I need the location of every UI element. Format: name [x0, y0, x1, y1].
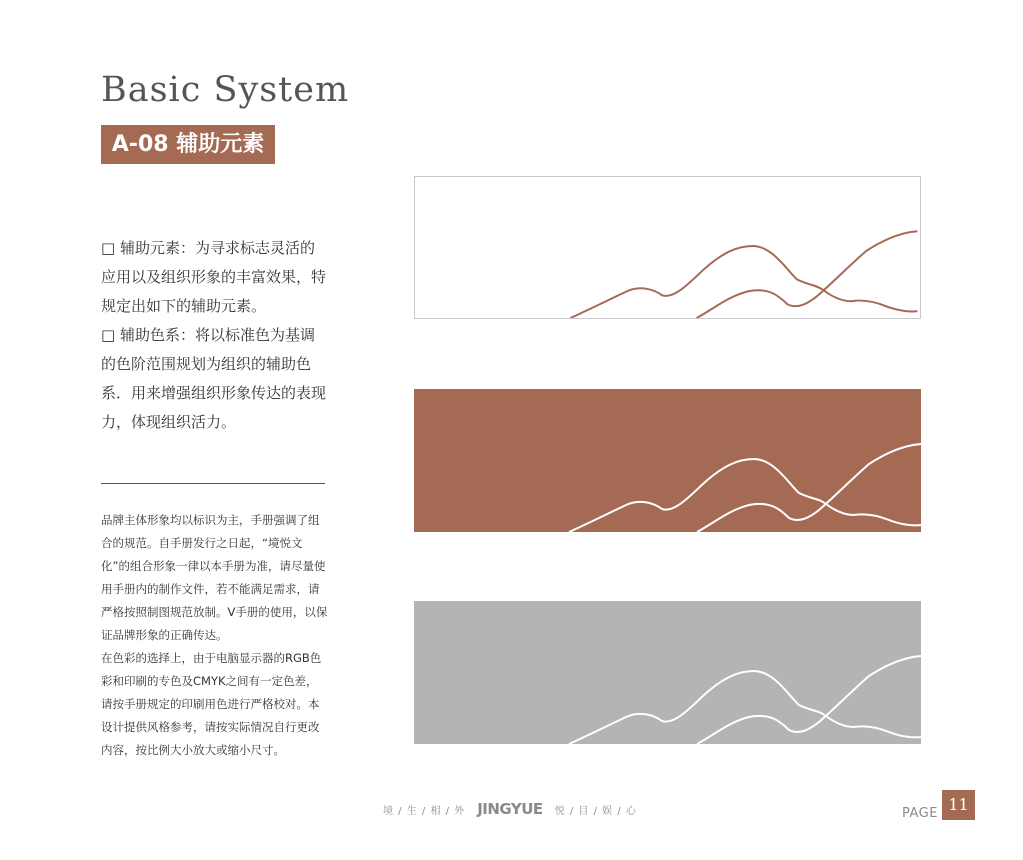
auxiliary-element-white — [414, 176, 921, 319]
auxiliary-element-gray — [414, 601, 921, 744]
divider — [101, 483, 325, 484]
intro-paragraph: □ 辅助色系：将以标准色为基调的色阶范围规划为组织的辅助色系．用来增强组织形象传达的表现力，体现组织活力。 — [101, 326, 327, 431]
wave-lines-graphic — [414, 389, 921, 532]
wave-lines-graphic — [415, 177, 920, 318]
footer-right-text: 悦 / 目 / 娱 / 心 — [554, 805, 637, 817]
wave-lines-graphic — [414, 601, 921, 744]
auxiliary-element-brown — [414, 389, 921, 532]
section-badge: A-08 辅助元素 — [101, 125, 275, 164]
body-paragraph: 品牌主体形象均以标识为主，手册强调了组合的规范。自手册发行之日起，“境悦文化”的组合形象一律以本手册为准，请尽量使用手册内的制作文件，若不能满足需求，请严格按照制图规范放制。V手册的使用，以保证品牌形象的正确传达。 — [101, 513, 328, 642]
body-paragraph: 在色彩的选择上，由于电脑显示器的RGB色彩和印刷的专色及CMYK之间有一定色差，请按手册规定的印刷用色进行严格校对。本设计提供风格参考，请按实际情况自行更改内容，按比例大小放大或缩小尺寸。 — [101, 651, 322, 757]
intro-text — [101, 234, 327, 437]
footer-tagline — [383, 800, 637, 818]
footer-left-text: 境 / 生 / 相 / 外 — [383, 805, 466, 817]
page-label: PAGE — [902, 806, 938, 821]
intro-paragraph: □ 辅助元素：为寻求标志灵活的应用以及组织形象的丰富效果，特规定出如下的辅助元素。 — [101, 239, 327, 315]
page-title: Basic System — [101, 70, 350, 110]
page-number: 11 — [942, 790, 975, 820]
body-text — [101, 509, 329, 762]
brand-logo: JINGYUE — [477, 800, 543, 818]
